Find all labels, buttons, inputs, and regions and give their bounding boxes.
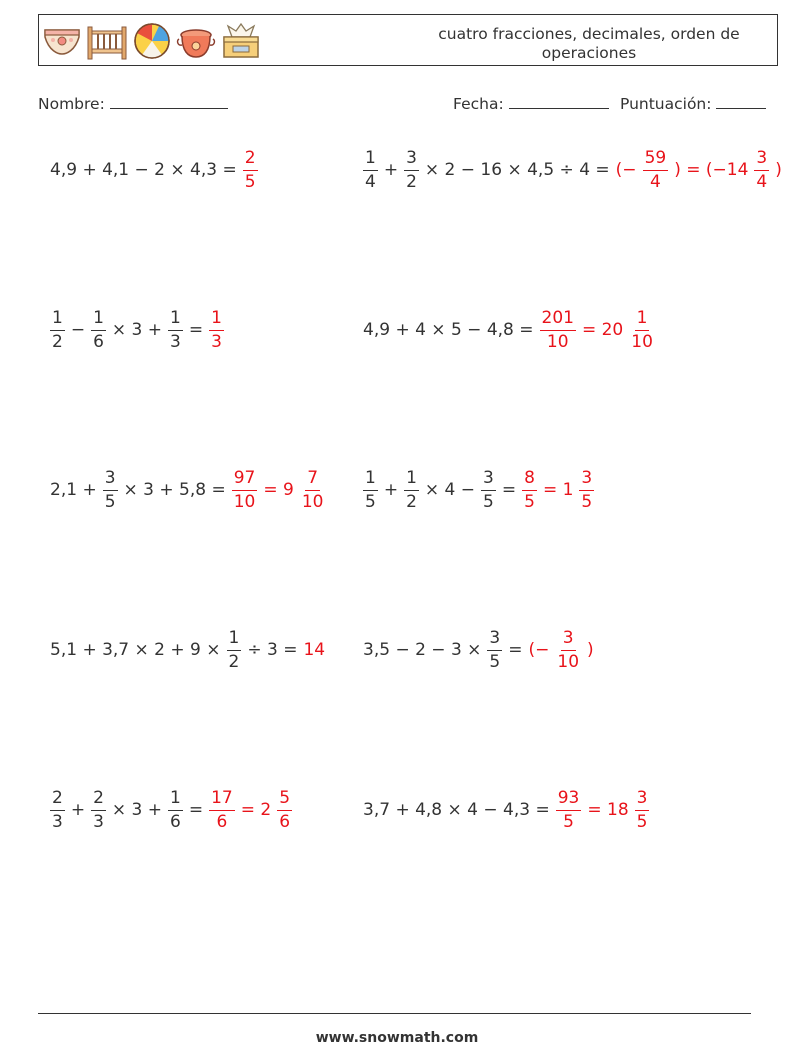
numerator: 1 xyxy=(404,470,419,491)
problem-2 xyxy=(360,140,785,200)
expression-text: × 4 − xyxy=(424,480,476,500)
answer-fraction xyxy=(300,467,326,512)
score-label: Puntuación: xyxy=(620,95,712,113)
denominator: 6 xyxy=(216,811,228,832)
numerator: 7 xyxy=(305,470,320,491)
numerator: 1 xyxy=(635,310,650,331)
expression-text: 3,5 − 2 − 3 × xyxy=(363,640,482,660)
denominator: 10 xyxy=(546,331,569,352)
answer-fraction xyxy=(540,307,576,352)
numerator: 3 xyxy=(481,470,496,491)
answer-text: = 1 xyxy=(542,480,574,500)
numerator: 3 xyxy=(487,630,502,651)
denominator: 5 xyxy=(104,491,116,512)
answer-fraction xyxy=(629,307,655,352)
denominator: 6 xyxy=(93,331,104,352)
date-line xyxy=(509,94,609,109)
answer-text: = 18 xyxy=(587,800,629,820)
denominator: 5 xyxy=(489,651,501,672)
expression-text: 2,1 + xyxy=(50,480,97,500)
worksheet-header xyxy=(38,14,778,66)
score-field xyxy=(620,94,766,113)
score-line xyxy=(716,94,766,109)
expression-text: × 3 + 5,8 = xyxy=(123,480,226,500)
numerator: 17 xyxy=(209,790,235,811)
expression-text: × 3 + xyxy=(111,800,163,820)
problem-7 xyxy=(47,620,328,680)
denominator: 10 xyxy=(233,491,256,512)
numerator: 3 xyxy=(579,470,594,491)
problem-6 xyxy=(360,460,597,520)
answer-fraction xyxy=(555,627,581,672)
numerator: 1 xyxy=(91,310,106,331)
problem-3 xyxy=(47,300,227,360)
fraction xyxy=(487,627,502,672)
denominator: 10 xyxy=(301,491,324,512)
beach-ball-icon xyxy=(132,21,172,61)
fraction xyxy=(103,467,118,512)
answer-fraction xyxy=(243,147,258,192)
expression-text: ÷ 3 = xyxy=(247,640,298,660)
answer-fraction xyxy=(579,467,594,512)
numerator: 201 xyxy=(540,310,576,331)
numerator: 3 xyxy=(561,630,576,651)
footer-url: www.snowmath.com xyxy=(315,1030,479,1046)
expression-text: = xyxy=(188,800,204,820)
denominator: 2 xyxy=(406,491,417,512)
denominator: 10 xyxy=(557,651,580,672)
answer-fraction xyxy=(522,467,537,512)
header-icons xyxy=(42,21,262,61)
problem-1 xyxy=(47,140,261,200)
answer-fraction xyxy=(209,787,235,832)
answer-text: ) xyxy=(775,160,782,180)
denominator: 6 xyxy=(170,811,181,832)
answer-fraction xyxy=(754,147,769,192)
baby-pot-icon xyxy=(176,21,216,61)
numerator: 1 xyxy=(168,310,183,331)
date-label: Fecha: xyxy=(453,95,504,113)
numerator: 8 xyxy=(522,470,537,491)
numerator: 93 xyxy=(556,790,582,811)
date-field xyxy=(453,94,609,113)
fraction xyxy=(91,307,106,352)
expression-text: + xyxy=(70,800,86,820)
fraction xyxy=(50,307,65,352)
name-line xyxy=(110,94,228,109)
fraction xyxy=(50,787,65,832)
fraction xyxy=(363,147,378,192)
numerator: 1 xyxy=(363,470,378,491)
expression-text: 4,9 + 4 × 5 − 4,8 = xyxy=(363,320,534,340)
numerator: 3 xyxy=(635,790,650,811)
numerator: 1 xyxy=(363,150,378,171)
answer-fraction xyxy=(635,787,650,832)
denominator: 4 xyxy=(649,171,661,192)
diaper-icon xyxy=(42,21,82,61)
fraction xyxy=(168,307,183,352)
numerator: 59 xyxy=(643,150,669,171)
fraction xyxy=(91,787,106,832)
answer-text: 14 xyxy=(303,640,326,660)
answer-fraction xyxy=(556,787,582,832)
fraction xyxy=(404,147,419,192)
denominator: 5 xyxy=(365,491,376,512)
fraction xyxy=(404,467,419,512)
denominator: 3 xyxy=(93,811,104,832)
answer-text: = 9 xyxy=(263,480,294,500)
denominator: 2 xyxy=(52,331,63,352)
numerator: 1 xyxy=(50,310,65,331)
fraction xyxy=(168,787,183,832)
numerator: 2 xyxy=(243,150,258,171)
worksheet-title: cuatro fracciones, decimales, orden de operaciones xyxy=(438,25,740,62)
fraction xyxy=(227,627,242,672)
denominator: 2 xyxy=(406,171,417,192)
answer-fraction xyxy=(232,467,258,512)
numerator: 97 xyxy=(232,470,258,491)
numerator: 1 xyxy=(168,790,183,811)
name-label: Nombre: xyxy=(38,95,105,113)
denominator: 3 xyxy=(170,331,181,352)
fraction xyxy=(363,467,378,512)
tissue-box-icon xyxy=(220,21,262,61)
answer-text: ) = (−14 xyxy=(674,160,749,180)
problem-4 xyxy=(360,300,658,360)
denominator: 5 xyxy=(563,811,574,832)
numerator: 1 xyxy=(227,630,242,651)
name-field xyxy=(38,94,228,113)
problem-10 xyxy=(360,780,652,840)
expression-text: = xyxy=(501,480,517,500)
expression-text: − xyxy=(70,320,86,340)
problem-8 xyxy=(360,620,597,680)
expression-text: × 2 − 16 × 4,5 ÷ 4 = xyxy=(424,160,610,180)
denominator: 5 xyxy=(636,811,648,832)
expression-text: + xyxy=(383,480,399,500)
crib-icon xyxy=(86,21,128,61)
expression-text: = xyxy=(508,640,523,660)
expression-text: 3,7 + 4,8 × 4 − 4,3 = xyxy=(363,800,550,820)
expression-text: = xyxy=(188,320,204,340)
answer-text: = 20 xyxy=(581,320,624,340)
fraction xyxy=(481,467,496,512)
expression-text: × 3 + xyxy=(111,320,163,340)
denominator: 3 xyxy=(211,331,222,352)
numerator: 3 xyxy=(754,150,769,171)
denominator: 2 xyxy=(228,651,240,672)
denominator: 5 xyxy=(524,491,535,512)
denominator: 5 xyxy=(581,491,593,512)
numerator: 3 xyxy=(404,150,419,171)
expression-text: 4,9 + 4,1 − 2 × 4,3 = xyxy=(50,160,237,180)
denominator: 5 xyxy=(244,171,256,192)
footer-divider xyxy=(38,1013,751,1014)
numerator: 2 xyxy=(50,790,65,811)
numerator: 5 xyxy=(277,790,292,811)
denominator: 6 xyxy=(279,811,291,832)
denominator: 3 xyxy=(52,811,63,832)
denominator: 4 xyxy=(365,171,376,192)
expression-text: 5,1 + 3,7 × 2 + 9 × xyxy=(50,640,221,660)
numerator: 1 xyxy=(209,310,224,331)
expression-text: + xyxy=(383,160,399,180)
denominator: 5 xyxy=(483,491,494,512)
answer-text: (− xyxy=(615,160,637,180)
problem-5 xyxy=(47,460,328,520)
answer-fraction xyxy=(209,307,224,352)
answer-fraction xyxy=(277,787,292,832)
answer-text: = 2 xyxy=(240,800,272,820)
problem-9 xyxy=(47,780,295,840)
numerator: 3 xyxy=(103,470,118,491)
numerator: 2 xyxy=(91,790,106,811)
denominator: 10 xyxy=(631,331,653,352)
answer-text: (− xyxy=(528,640,550,660)
answer-fraction xyxy=(643,147,669,192)
answer-text: ) xyxy=(587,640,594,660)
denominator: 4 xyxy=(756,171,768,192)
